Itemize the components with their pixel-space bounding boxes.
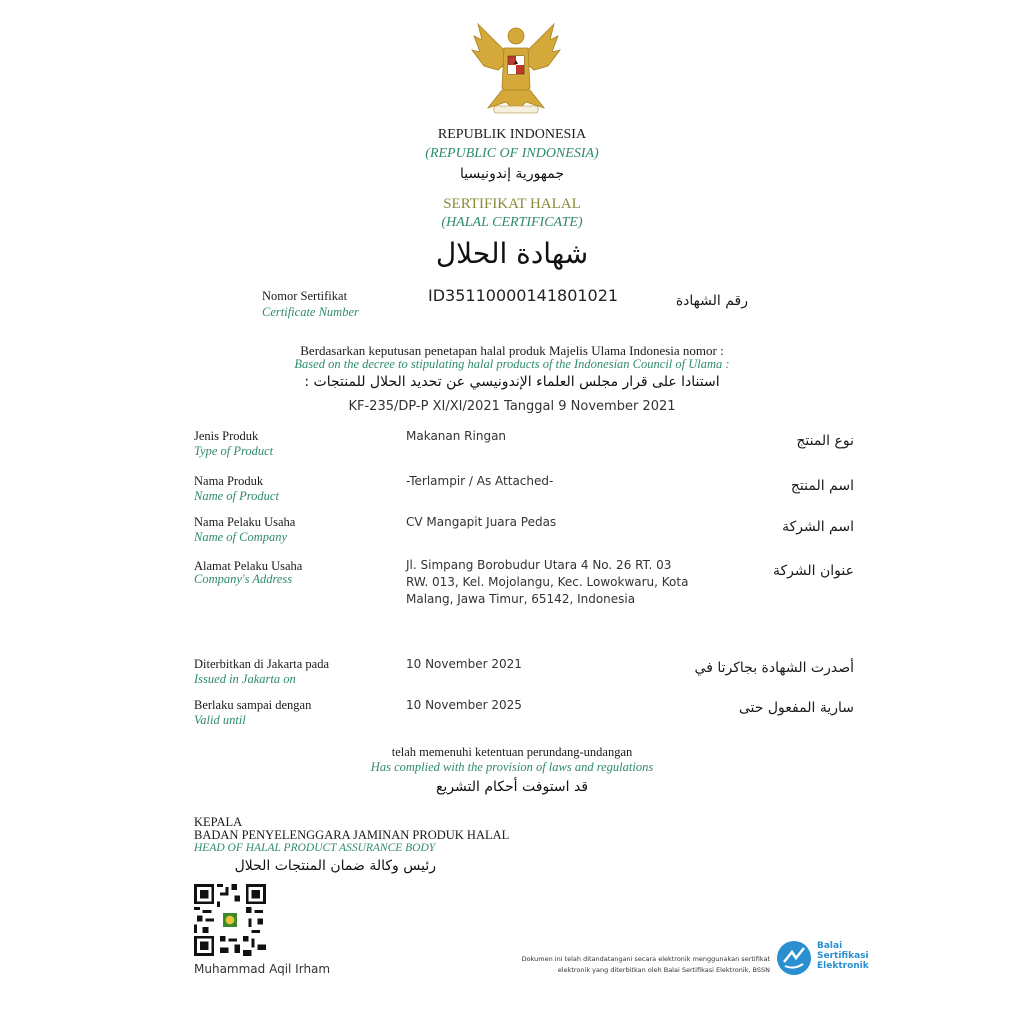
decree-text-ar: استنادا على قرار مجلس العلماء الإندونيسي عن تحديد الحلال للمنتجات : bbox=[304, 374, 720, 390]
signatory-agency-en: HEAD OF HALAL PRODUCT ASSURANCE BODY bbox=[194, 842, 436, 854]
address-line: RW. 013, Kel. Mojolangu, Kec. Lowokwaru, Kota bbox=[406, 575, 689, 589]
field-label-ar: أصدرت الشهادة بجاكرتا في bbox=[694, 660, 854, 676]
field-value: -Terlampir / As Attached- bbox=[406, 474, 554, 488]
field-label: Nama Produk bbox=[194, 474, 264, 488]
certificate-title-en: (HALAL CERTIFICATE) bbox=[441, 215, 583, 230]
bsre-line: Sertifikasi bbox=[817, 951, 869, 961]
compliance-text-en: Has complied with the provision of laws and regulations bbox=[370, 760, 654, 774]
field-label-en: Name of Product bbox=[194, 489, 279, 503]
signatory-title: KEPALA bbox=[194, 815, 243, 829]
field-value: 10 November 2021 bbox=[406, 657, 522, 671]
field-label-ar: اسم المنتج bbox=[790, 478, 854, 494]
field-label-en: Issued in Jakarta on bbox=[194, 672, 296, 686]
bsre-logo-icon bbox=[776, 940, 812, 976]
certificate-title: SERTIFIKAT HALAL bbox=[443, 196, 581, 212]
field-value: 10 November 2025 bbox=[406, 698, 522, 712]
qr-code-icon[interactable] bbox=[194, 884, 266, 956]
decree-number: KF-235/DP-P XI/XI/2021 Tanggal 9 November 2021 bbox=[348, 399, 676, 414]
signatory-name: Muhammad Aqil Irham bbox=[194, 962, 331, 976]
bsre-line: Balai bbox=[817, 941, 843, 951]
field-label-ar: سارية المفعول حتى bbox=[738, 700, 854, 716]
decree-text-en: Based on the decree to stipulating halal products of the Indonesian Council of Ulama : bbox=[294, 357, 730, 371]
cert-number-label: Nomor Sertifikat bbox=[262, 289, 348, 303]
footer-note-line2: elektronik yang diterbitkan oleh Balai Sertifikasi Elektronik, BSSN bbox=[557, 966, 770, 974]
republic-title-en: (REPUBLIC OF INDONESIA) bbox=[425, 146, 599, 161]
republic-title-ar: جمهورية إندونيسيا bbox=[459, 166, 565, 182]
field-label-ar: عنوان الشركة bbox=[773, 563, 854, 579]
compliance-text-ar: قد استوفت أحكام التشريع bbox=[435, 779, 589, 795]
bsre-line: Elektronik bbox=[817, 961, 869, 971]
field-label: Alamat Pelaku Usaha bbox=[194, 559, 303, 573]
footer-note-line1: Dokumen ini telah ditandatangani secara elektronik menggunakan sertifikat bbox=[521, 955, 770, 963]
compliance-text: telah memenuhi ketentuan perundang-undangan bbox=[391, 745, 633, 759]
field-label-ar: اسم الشركة bbox=[782, 519, 854, 535]
cert-number-value: ID35110000141801021 bbox=[428, 286, 619, 305]
garuda-emblem-icon bbox=[468, 18, 564, 116]
field-label-en: Type of Product bbox=[194, 444, 274, 458]
field-label: Nama Pelaku Usaha bbox=[194, 515, 296, 529]
field-label: Berlaku sampai dengan bbox=[194, 698, 312, 712]
certificate-title-ar: شهادة الحلال bbox=[435, 237, 589, 270]
field-label: Diterbitkan di Jakarta pada bbox=[194, 657, 330, 671]
field-label-en: Valid until bbox=[194, 713, 246, 727]
cert-number-label-en: Certificate Number bbox=[262, 305, 359, 319]
field-value: Makanan Ringan bbox=[406, 429, 507, 443]
decree-text: Berdasarkan keputusan penetapan halal produk Majelis Ulama Indonesia nomor : bbox=[300, 343, 724, 358]
field-value: CV Mangapit Juara Pedas bbox=[406, 515, 557, 529]
field-label-en: Company's Address bbox=[194, 572, 293, 586]
signatory-agency: BADAN PENYELENGGARA JAMINAN PRODUK HALAL bbox=[194, 828, 510, 842]
cert-number-label-ar: رقم الشهادة bbox=[675, 293, 748, 309]
field-label-en: Name of Company bbox=[194, 530, 288, 544]
field-label-ar: نوع المنتج bbox=[796, 433, 854, 449]
republic-title: REPUBLIK INDONESIA bbox=[437, 127, 587, 142]
field-label: Jenis Produk bbox=[194, 429, 259, 443]
address-line: Jl. Simpang Borobudur Utara 4 No. 26 RT. 03 bbox=[406, 558, 672, 572]
signatory-agency-ar: رئيس وكالة ضمان المنتجات الحلال bbox=[234, 858, 436, 874]
bsre-text bbox=[817, 941, 869, 971]
address-line: Malang, Jawa Timur, 65142, Indonesia bbox=[406, 592, 636, 606]
